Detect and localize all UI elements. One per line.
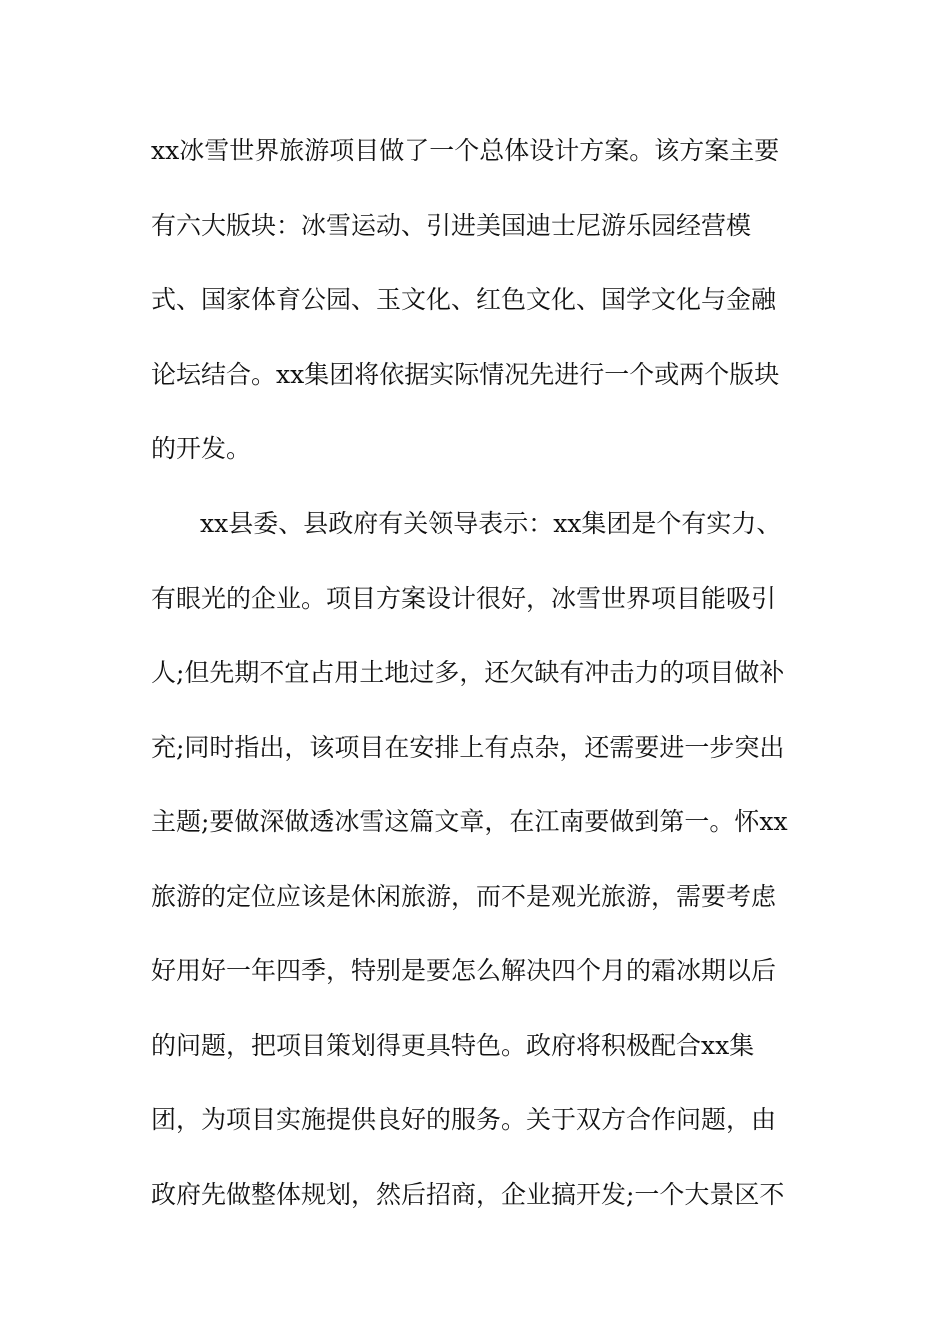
text-line: 好用好一年四季，特别是要怎么解决四个月的霜冰期以后: [151, 956, 777, 985]
text-line: 有六大版块：冰雪运动、引进美国迪士尼游乐园经营模: [151, 211, 752, 240]
text-line: xx冰雪世界旅游项目做了一个总体设计方案。该方案主要: [151, 136, 780, 165]
text-line: 式、国家体育公园、玉文化、红色文化、国学文化与金融: [151, 285, 777, 314]
text-line: 人;但先期不宜占用土地过多，还欠缺有冲击力的项目做补: [151, 658, 785, 687]
paragraph-first-line: xx县委、县政府有关领导表示：xx集团是个有实力、: [200, 509, 782, 538]
text-line: 的问题，把项目策划得更具特色。政府将积极配合xx集: [151, 1031, 755, 1060]
text-line: 主题;要做深做透冰雪这篇文章，在江南要做到第一。怀xx: [151, 807, 788, 836]
text-line: 有眼光的企业。项目方案设计很好，冰雪世界项目能吸引: [151, 584, 777, 613]
text-line: 团，为项目实施提供良好的服务。关于双方合作问题，由: [151, 1105, 777, 1134]
text-line: 充;同时指出，该项目在安排上有点杂，还需要进一步突出: [151, 733, 785, 762]
text-line: 的开发。: [151, 434, 252, 463]
text-line: 论坛结合。xx集团将依据实际情况先进行一个或两个版块: [151, 360, 780, 389]
text-line: 旅游的定位应该是休闲旅游，而不是观光旅游，需要考虑: [151, 882, 777, 911]
text-line: 政府先做整体规划，然后招商，企业搞开发;一个大景区不: [151, 1180, 785, 1209]
